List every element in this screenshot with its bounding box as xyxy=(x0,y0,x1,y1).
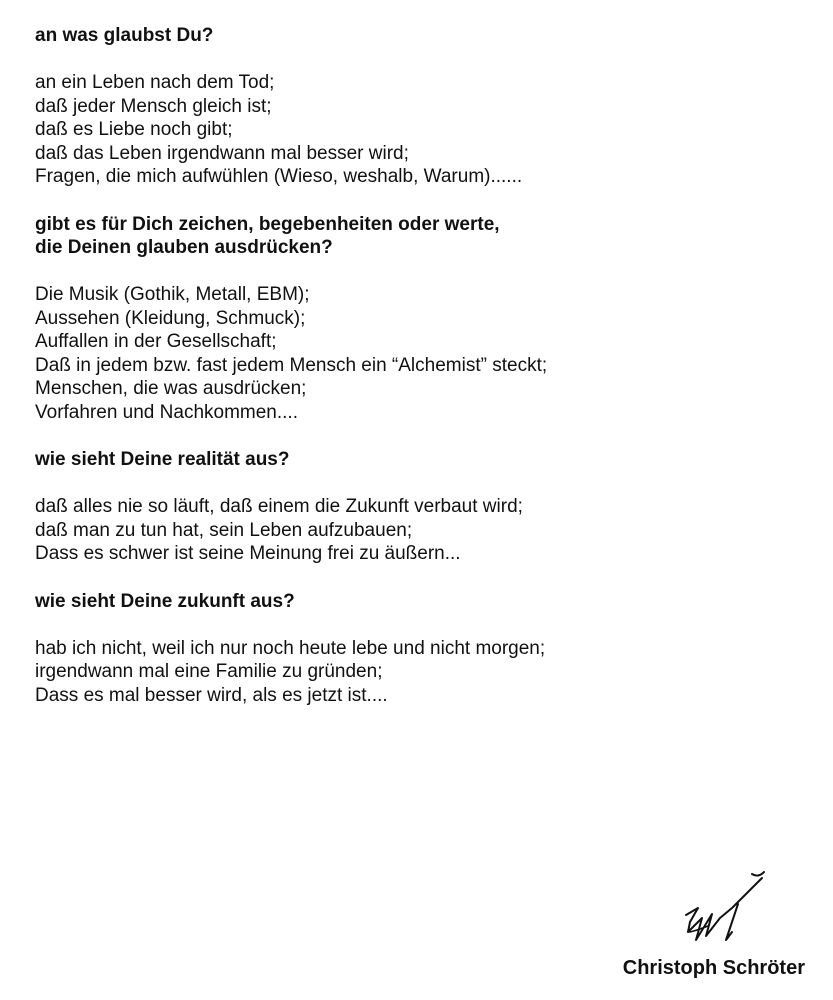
answer-line: daß jeder Mensch gleich ist; xyxy=(35,95,272,117)
answer-line: Fragen, die mich aufwühlen (Wieso, weshalb, Warum)...... xyxy=(35,166,523,187)
question-heading: wie sieht Deine zukunft aus? xyxy=(35,590,295,612)
answer-line: daß es Liebe noch gibt; xyxy=(35,119,233,140)
section-reality xyxy=(35,448,815,566)
answer-line: Daß in jedem bzw. fast jedem Mensch ein “Alchemist” steckt; xyxy=(35,354,548,376)
answer-line: Aussehen (Kleidung, Schmuck); xyxy=(35,307,306,329)
questionnaire xyxy=(35,24,815,731)
answer-line: Auffallen in der Gesellschaft; xyxy=(35,331,277,352)
answer-line: Vorfahren und Nachkommen.... xyxy=(35,401,298,423)
question-heading: an was glaubst Du? xyxy=(35,25,214,46)
question-heading: wie sieht Deine realität aus? xyxy=(35,449,290,470)
author-name: Christoph Schröter xyxy=(622,957,805,979)
answer-line: daß alles nie so läuft, daß einem die Zukunft verbaut wird; xyxy=(35,496,523,517)
answer-line: Die Musik (Gothik, Metall, EBM); xyxy=(35,284,310,305)
answer-list xyxy=(35,71,815,189)
answer-list xyxy=(35,495,815,566)
answer-line: Dass es schwer ist seine Meinung frei zu äußern... xyxy=(35,543,461,564)
answer-list xyxy=(35,283,815,424)
answer-line: daß man zu tun hat, sein Leben aufzubauen; xyxy=(35,519,413,541)
answer-list xyxy=(35,637,815,708)
section-future xyxy=(35,590,815,708)
section-belief xyxy=(35,24,815,189)
signature xyxy=(680,870,780,950)
section-signs xyxy=(35,213,815,425)
answer-line: hab ich nicht, weil ich nur noch heute lebe und nicht morgen; xyxy=(35,637,546,659)
answer-line: Dass es mal besser wird, als es jetzt ist.... xyxy=(35,684,388,706)
answer-line: daß das Leben irgendwann mal besser wird; xyxy=(35,142,409,164)
answer-line: irgendwann mal eine Familie zu gründen; xyxy=(35,661,383,682)
answer-line: an ein Leben nach dem Tod; xyxy=(35,72,275,93)
answer-line: Menschen, die was ausdrücken; xyxy=(35,378,307,399)
question-heading: gibt es für Dich zeichen, begebenheiten oder werte, die Deinen glauben ausdrücken? xyxy=(35,213,500,258)
